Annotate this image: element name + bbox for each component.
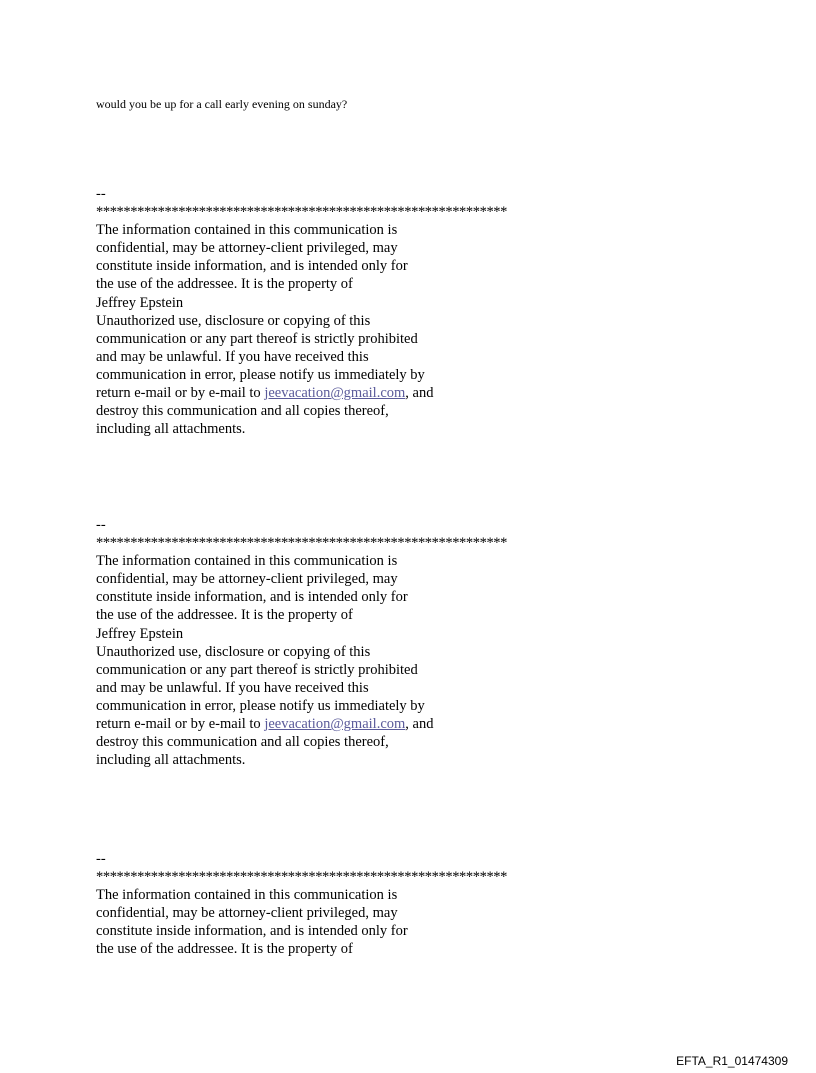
disclaimer-line: Jeffrey Epstein xyxy=(96,625,184,642)
disclaimer-line: the use of the addressee. It is the property of xyxy=(96,607,353,624)
disclaimer-line: the use of the addressee. It is the property of xyxy=(96,941,353,958)
signature-dash: -- xyxy=(96,186,106,202)
return-line-prefix: return e-mail or by e-mail to xyxy=(96,385,265,402)
return-email-line xyxy=(96,715,596,733)
message-text: would you be up for a call early evening on sunday? xyxy=(96,97,348,111)
disclaimer-line: constitute inside information, and is intended only for xyxy=(96,589,408,606)
disclaimer-line: confidential, may be attorney-client privileged, may xyxy=(96,240,398,257)
disclaimer-line: including all attachments. xyxy=(96,752,246,769)
disclaimer-line: communication or any part thereof is strictly prohibited xyxy=(96,330,418,347)
email-link[interactable]: jeevacation@gmail.com xyxy=(264,716,406,733)
email-link[interactable]: jeevacation@gmail.com xyxy=(264,385,406,402)
disclaimer-line: including all attachments. xyxy=(96,421,246,438)
separator-line: ************************************************************ xyxy=(96,204,508,221)
signature-dash: -- xyxy=(96,517,106,533)
disclaimer-block xyxy=(96,850,596,959)
separator-line: ************************************************************ xyxy=(96,869,508,886)
signature-dash: -- xyxy=(96,851,106,867)
return-line-suffix: , and xyxy=(405,716,434,733)
disclaimer-line: communication or any part thereof is strictly prohibited xyxy=(96,661,418,678)
disclaimer-line: communication in error, please notify us immediately by xyxy=(96,697,425,714)
disclaimer-line: The information contained in this communication is xyxy=(96,553,398,570)
disclaimer-line: Jeffrey Epstein xyxy=(96,294,184,311)
disclaimer-line: The information contained in this communication is xyxy=(96,887,398,904)
disclaimer-line: destroy this communication and all copies thereof, xyxy=(96,403,389,420)
disclaimer-line: the use of the addressee. It is the property of xyxy=(96,276,353,293)
disclaimer-block xyxy=(96,185,596,438)
disclaimer-line: constitute inside information, and is intended only for xyxy=(96,923,408,940)
return-email-line xyxy=(96,384,596,402)
disclaimer-line: confidential, may be attorney-client privileged, may xyxy=(96,571,398,588)
separator-line: ************************************************************ xyxy=(96,535,508,552)
disclaimer-line: Unauthorized use, disclosure or copying of this xyxy=(96,312,371,329)
disclaimer-line: confidential, may be attorney-client privileged, may xyxy=(96,905,398,922)
disclaimer-line: and may be unlawful. If you have received this xyxy=(96,348,369,365)
document-id-label: EFTA_R1_01474309 xyxy=(676,1054,788,1068)
disclaimer-line: constitute inside information, and is intended only for xyxy=(96,258,408,275)
disclaimer-line: The information contained in this communication is xyxy=(96,222,398,239)
disclaimer-line: Unauthorized use, disclosure or copying of this xyxy=(96,643,371,660)
disclaimer-line: and may be unlawful. If you have received this xyxy=(96,679,369,696)
disclaimer-line: destroy this communication and all copies thereof, xyxy=(96,734,389,751)
return-line-suffix: , and xyxy=(405,385,434,402)
disclaimer-block xyxy=(96,516,596,769)
return-line-prefix: return e-mail or by e-mail to xyxy=(96,716,265,733)
disclaimer-line: communication in error, please notify us immediately by xyxy=(96,366,425,383)
